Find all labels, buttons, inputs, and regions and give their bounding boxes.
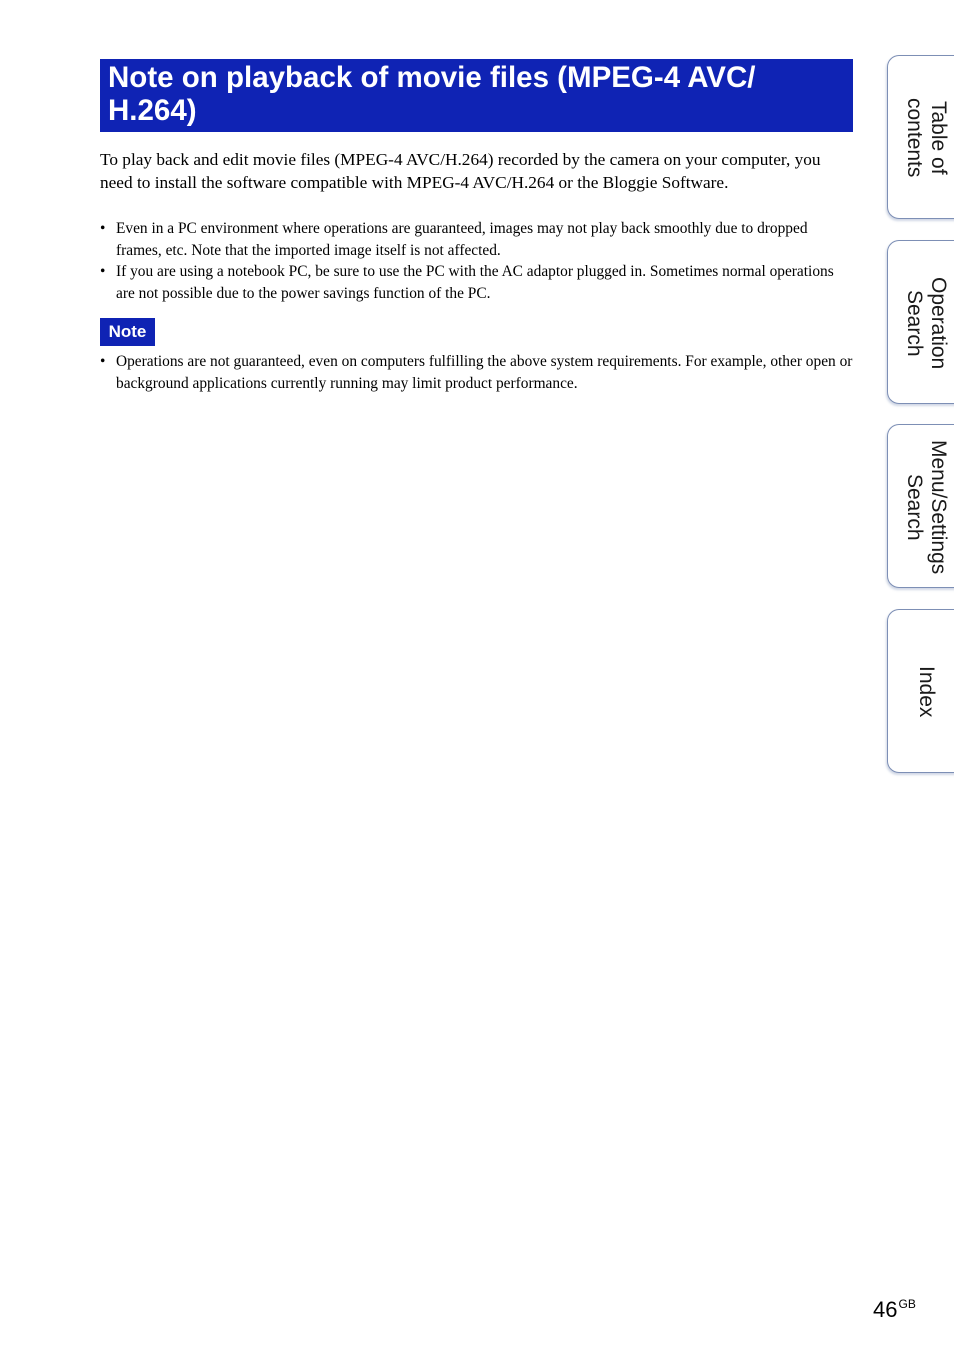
note-bullet-list bbox=[100, 351, 855, 394]
list-item-text: Operations are not guaranteed, even on computers fulfilling the above system requirements. For example, other open or background applications currently running may limit product performance. bbox=[116, 353, 853, 392]
page-number-suffix: GB bbox=[898, 1297, 916, 1311]
bullet-icon: • bbox=[100, 220, 106, 237]
tab-label: Menu/Settings Search bbox=[903, 439, 950, 575]
tab-label: Operation Search bbox=[903, 276, 950, 370]
bullet-icon: • bbox=[100, 353, 106, 370]
list-item bbox=[100, 261, 855, 304]
tab-operation-search[interactable] bbox=[887, 240, 954, 404]
note-label: Note bbox=[100, 318, 155, 346]
intro-paragraph: To play back and edit movie files (MPEG-4 AVC/H.264) recorded by the camera on your computer, you need to install the software compatible with MPEG-4 AVC/H.264 or the Bloggie Software. bbox=[100, 150, 821, 192]
tab-index[interactable] bbox=[887, 609, 954, 773]
tab-label: Table of contents bbox=[903, 98, 950, 178]
page-number bbox=[873, 1290, 916, 1324]
main-bullet-list bbox=[100, 218, 855, 304]
page-title: Note on playback of movie files (MPEG-4 AVC/ H.264) bbox=[108, 61, 756, 127]
list-item-text: If you are using a notebook PC, be sure to use the PC with the AC adaptor plugged in. Sometimes normal operations are not possible due to the power savings function of the PC. bbox=[116, 263, 834, 302]
page-title-bar bbox=[100, 59, 853, 132]
list-item bbox=[100, 218, 855, 261]
tab-label: Index bbox=[915, 666, 938, 718]
tab-table-of-contents[interactable] bbox=[887, 55, 954, 219]
page-number-value: 46 bbox=[873, 1297, 898, 1322]
list-item-text: Even in a PC environment where operations are guaranteed, images may not play back smoothly due to dropped frames, etc. Note that the imported image itself is not affected. bbox=[116, 220, 808, 259]
list-item bbox=[100, 351, 855, 394]
tab-menu-settings-search[interactable] bbox=[887, 424, 954, 588]
bullet-icon: • bbox=[100, 263, 106, 280]
